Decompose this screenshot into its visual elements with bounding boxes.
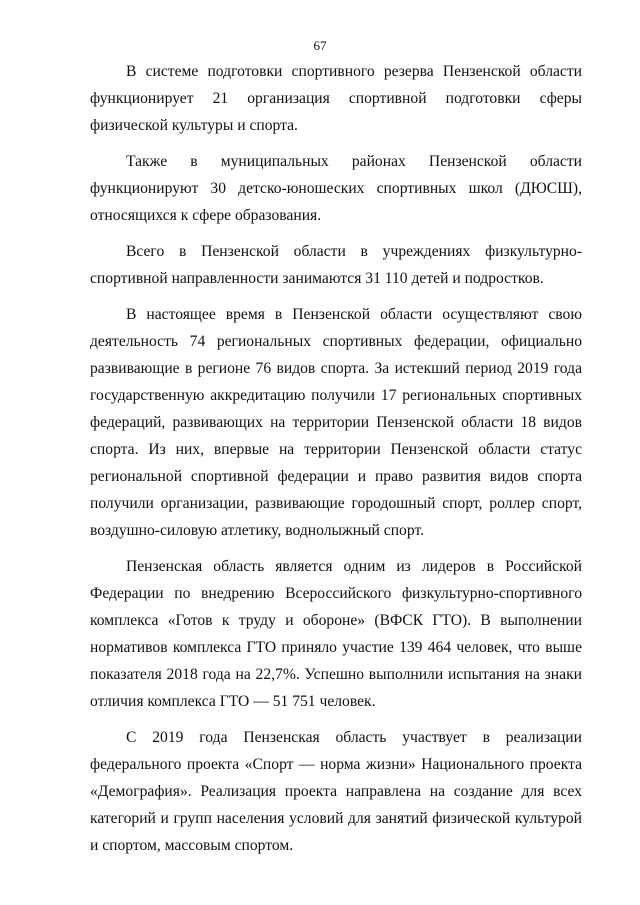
paragraph-federal-project: С 2019 года Пензенская область участвует в реализации федерального проекта «Спорт — норма жизни» Национального проекта «Демография». Реализация проекта направлена на создание для всех категорий и групп населения условий для занятий физической культурой и спортом, массовым спортом.	[90, 729, 582, 854]
paragraph-children-count: Всего в Пензенской области в учреждениях физкультурно-спортивной направленности занимаются 31 110 детей и подростков.	[90, 243, 582, 287]
paragraph-youth-sports-schools: Также в муниципальных районах Пензенской области функционируют 30 детско-юношеских спортивных школ (ДЮСШ), относящихся к сфере образования.	[90, 153, 582, 224]
page-number: 67	[313, 38, 327, 53]
paragraph-sports-reserve: В системе подготовки спортивного резерва Пензенской области функционирует 21 организация спортивной подготовки сферы физической культуры и спорта.	[90, 63, 582, 134]
paragraph-regional-federations: В настоящее время в Пензенской области осуществляют свою деятельность 74 региональных спортивных федерации, официально развивающие в регионе 76 видов спорта. За истекший период 2019 года государственную аккредитацию получили 17 региональных спортивных федераций, развивающих на территории Пензенской области 18 видов спорта. Из них, впервые на территории Пензенской области статус региональной спортивной федерации и право развития видов спорта получили организации, развивающие городошный спорт, роллер спорт, воздушно-силовую атлетику, воднолыжный спорт.	[90, 306, 582, 539]
document-body	[90, 58, 582, 868]
paragraph-gto-complex: Пензенская область является одним из лидеров в Российской Федерации по внедрению Всероссийского физкультурно-спортивного комплекса «Готов к труду и обороне» (ВФСК ГТО). В выполнении нормативов комплекса ГТО приняло участие 139 464 человек, что выше показателя 2018 года на 22,7%. Успешно выполнили испытания на знаки отличия комплекса ГТО — 51 751 человек.	[90, 558, 582, 710]
